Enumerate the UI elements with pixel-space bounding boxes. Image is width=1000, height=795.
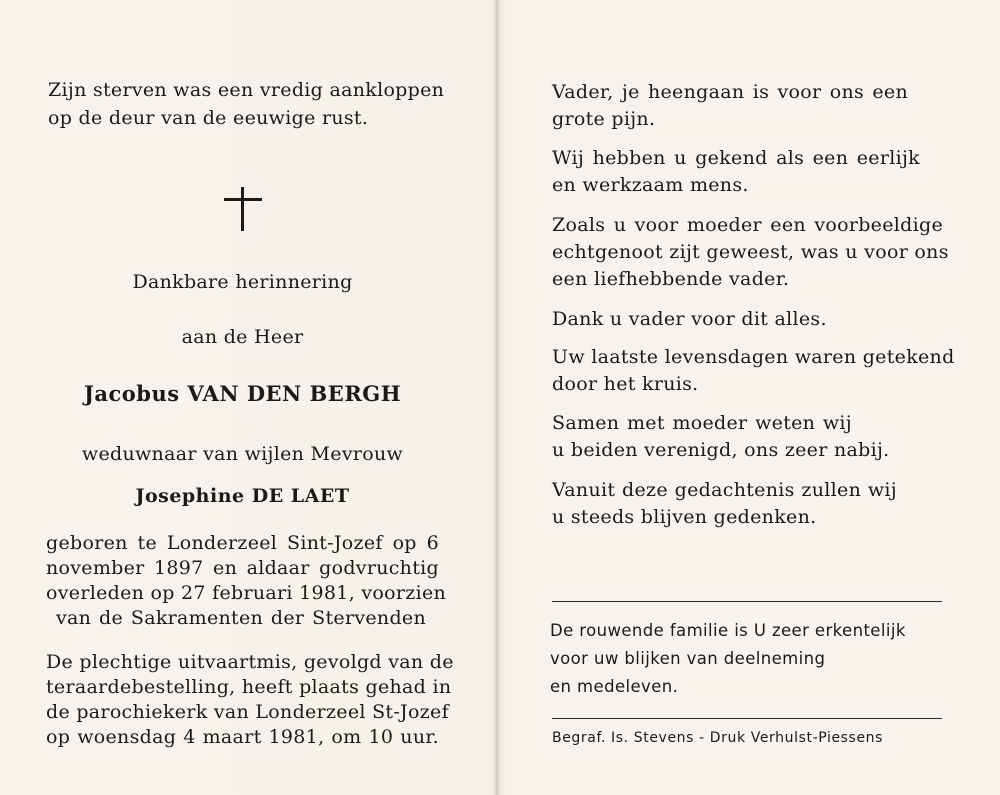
thanks-line-1: De rouwende familie is U zeer erkentelijk xyxy=(550,621,906,640)
deceased-name: Jacobus VAN DEN BERGH xyxy=(83,381,402,406)
motto-line-2: op de deur van de eeuwige rust. xyxy=(48,107,369,129)
poem-line: Zoals u voor moeder een voorbeeldige xyxy=(552,214,943,236)
poem-line: Uw laatste levensdagen waren getekend xyxy=(552,346,955,368)
poem-line: u beiden verenigd, ons zeer nabij. xyxy=(552,439,890,461)
birth-line-3: overleden op 27 februari 1981, voorzien xyxy=(46,582,447,604)
birth-line-4: van de Sakramenten der Stervenden xyxy=(56,607,426,629)
cross-icon xyxy=(224,187,262,231)
funeral-line-3: de parochiekerk van Londerzeel St-Jozef xyxy=(46,701,449,723)
left-page xyxy=(0,0,494,795)
funeral-line-2: teraardebestelling, heeft plaats gehad in xyxy=(46,676,452,698)
thanks-line-2: voor uw blijken van deelneming xyxy=(550,649,826,668)
poem-line: en werkzaam mens. xyxy=(552,174,749,196)
salutation: aan de Heer xyxy=(181,326,304,348)
motto-line-1: Zijn sterven was een vredig aankloppen xyxy=(48,79,445,101)
poem-line: een liefhebbende vader. xyxy=(552,268,790,290)
poem-line: Wij hebben u gekend als een eerlijk xyxy=(552,147,920,169)
spouse-name: Josephine DE LAET xyxy=(135,485,350,507)
birth-line-1: geboren te Londerzeel Sint-Jozef op 6 xyxy=(46,532,439,554)
poem-line: grote pijn. xyxy=(552,108,656,130)
poem-line: Dank u vader voor dit alles. xyxy=(552,308,827,330)
birth-line-2: november 1897 en aldaar godvruchtig xyxy=(46,557,439,579)
thanks-line-3: en medeleven. xyxy=(550,677,679,696)
funeral-line-4: op woensdag 4 maart 1981, om 10 uur. xyxy=(46,726,439,748)
spouse-intro: weduwnaar van wijlen Mevrouw xyxy=(81,443,404,465)
poem-line: Vader, je heengaan is voor ons een xyxy=(552,81,908,103)
poem-line: Vanuit deze gedachtenis zullen wij xyxy=(552,479,897,501)
funeral-line-1: De plechtige uitvaartmis, gevolgd van de xyxy=(46,651,454,673)
poem-line: door het kruis. xyxy=(552,373,699,395)
dedication: Dankbare herinnering xyxy=(132,271,353,293)
right-page xyxy=(500,0,1000,795)
printer-credit: Begraf. Is. Stevens - Druk Verhulst-Piessens xyxy=(552,730,884,746)
poem-line: echtgenoot zijt geweest, was u voor ons xyxy=(552,241,949,263)
poem-line: u steeds blijven gedenken. xyxy=(552,506,817,528)
divider-bottom xyxy=(552,718,942,719)
poem-line: Samen met moeder weten wij xyxy=(552,412,852,434)
divider-top xyxy=(552,601,942,602)
